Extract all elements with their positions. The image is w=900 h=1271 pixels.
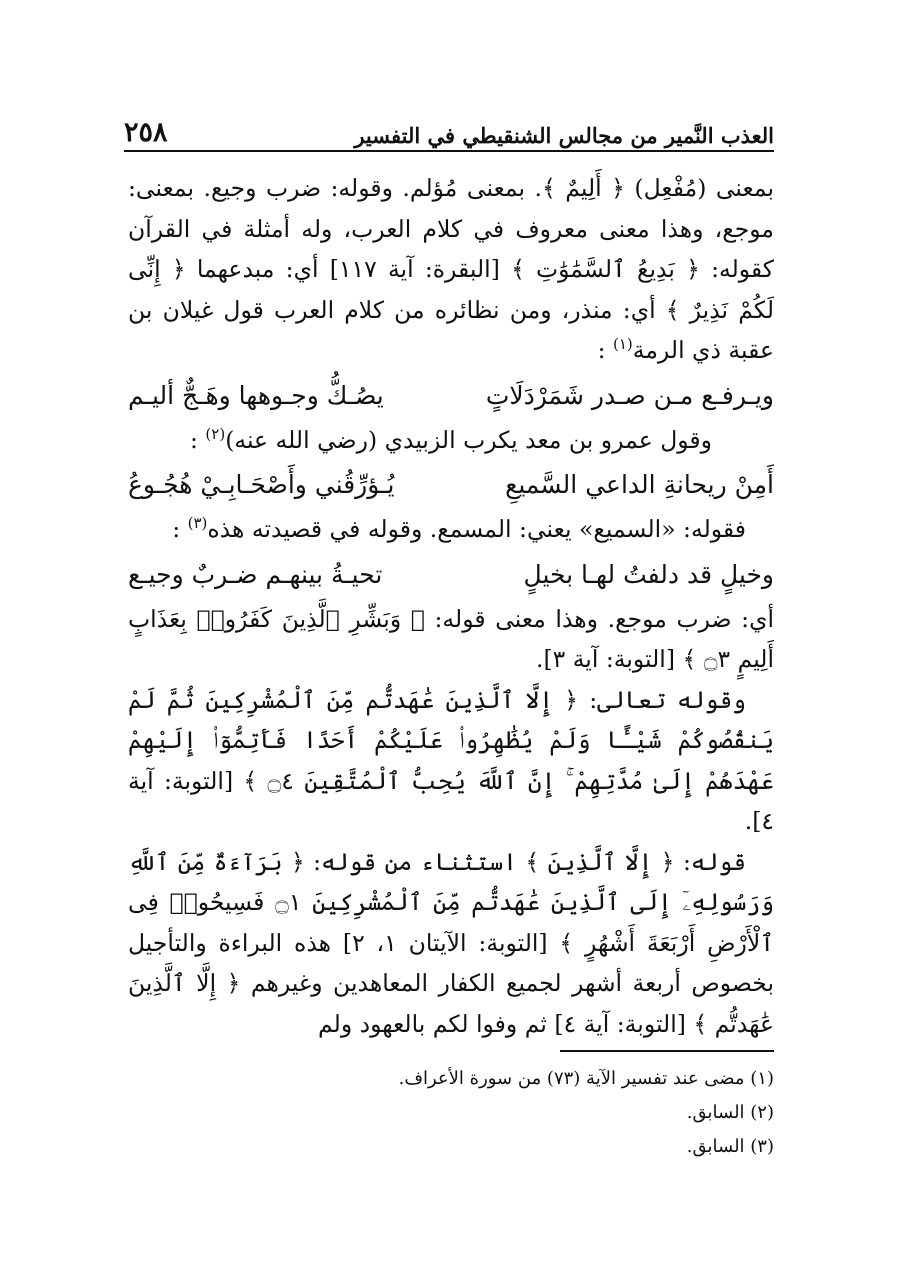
paragraph-3: [128, 509, 774, 550]
verse-2-second-hemistich: يُـؤرِّقُني وأَصْحَـابِـيْ هُجُـوعُ: [128, 470, 395, 499]
verse-1-first-hemistich: ويـرفـع مـن صـدر شَمَرْدَلَاتٍ: [485, 380, 774, 410]
colon: :: [172, 515, 181, 543]
footnote-divider: [560, 1050, 774, 1052]
footnote-3: (٣) السابق.: [686, 1136, 774, 1157]
paragraph-1: [128, 168, 774, 371]
verse-1-second-hemistich: يصُـكُّ وجـوهها وهَـجٌّ أليـم: [128, 380, 384, 410]
verse-3-second-hemistich: تحيـةُ بينهـم ضـربٌ وجيـع: [128, 559, 383, 589]
paragraph-2: [128, 420, 774, 461]
running-title: العذب النَّمير من مجالس الشنقيطي في التفسير: [354, 123, 774, 148]
verse-2-first-hemistich: أَمِنْ ريحانةِ الداعي السَّميعِ: [505, 470, 774, 499]
page-header: [124, 112, 774, 152]
paragraph-6: قوله: ﴿ إِلَّا ٱلَّذِينَ ﴾ استثناء من قوله: ﴿ بَرَآءَةٌ مِّنَ ٱللَّهِ وَرَسُولِهِۦٓ إِلَى ٱلَّذِينَ عَٰهَدتُّم مِّنَ ٱلْمُشْرِكِينَ ۝١ فَسِيحُوا۟ فِى ٱلْأَرْضِ أَرْبَعَةَ أَشْهُرٍ ﴾ [التوبة: الآيتان ١، ٢] هذه البراءة والتأجيل بخصوص أربعة أشهر لجميع الكفار المعاهدين وغيرهم ﴿ إِلَّا ٱلَّذِينَ عَٰهَدتُّم ﴾ [التوبة: آية ٤] ثم وفوا لكم بالعهود ولم: [128, 847, 774, 1038]
poem-verse-3: [128, 552, 774, 597]
footnote-1: (١) مضى عند تفسير الآية (٧٣) من سورة الأعراف.: [398, 1068, 774, 1089]
footnote-2: (٢) السابق.: [686, 1102, 774, 1123]
footnote-ref-2: (٢): [205, 424, 226, 443]
paragraph-2-text: وقول عمرو بن معد يكرب الزبيدي (رضي الله عنه): [225, 425, 712, 454]
paragraph-5: وقوله تعالى: ﴿ إِلَّا ٱلَّذِينَ عَٰهَدتُّم مِّنَ ٱلْمُشْرِكِينَ ثُمَّ لَمْ يَنقُصُوكُمْ شَيْـًٔا وَلَمْ يُظَٰهِرُوا۟ عَلَيْكُمْ أَحَدًا فَأَتِمُّوٓا۟ إِلَيْهِمْ عَهْدَهُمْ إِلَىٰ مُدَّتِهِمْ ۚ إِنَّ ٱللَّهَ يُحِبُّ ٱلْمُتَّقِينَ ۝٤ ﴾ [التوبة: آية ٤].: [128, 685, 774, 835]
main-text: [128, 168, 774, 1044]
paragraph-3-text: فقوله: «السميع» يعني: المسمع. وقوله في قصيدته هذه: [207, 515, 746, 543]
poem-verse-1: [128, 373, 774, 418]
colon: :: [597, 336, 606, 364]
paragraph-1-text: بمعنى (مُفْعِل) ﴿ أَلِيمٌ ﴾. بمعنى مُؤلم. وقوله: ضرب وجيع. بمعنى: موجع، وهذا معنى معروف في كلام العرب، وله أمثلة في القرآن كقوله: ﴿ بَدِيعُ ٱلسَّمَٰوَٰتِ ﴾ [البقرة: آية ١١٧] أي: مبدعهما ﴿ إِنِّى لَكُمْ نَذِيرٌ ﴾ أي: منذر، ومن نظائره من كلام العرب قول غيلان بن عقبة ذي الرمة: [128, 174, 774, 364]
footnotes: [128, 1062, 774, 1164]
colon: :: [190, 425, 198, 454]
footnote-ref-3: (٣): [187, 514, 208, 533]
page-number: ٢٥٨: [124, 117, 168, 148]
poem-verse-2: [128, 462, 774, 507]
verse-3-first-hemistich: وخيلٍ قد دلفتُ لهـا بخيلٍ: [523, 559, 774, 589]
paragraph-4: أي: ضرب موجع. وهذا معنى قوله: ﴿ وَبَشِّرِ ٱلَّذِينَ كَفَرُوا۟ بِعَذَابٍ أَلِيمٍ ۝٣ ﴾ [التوبة: آية ٣].: [128, 604, 774, 673]
footnote-ref-1: (١): [612, 335, 633, 354]
